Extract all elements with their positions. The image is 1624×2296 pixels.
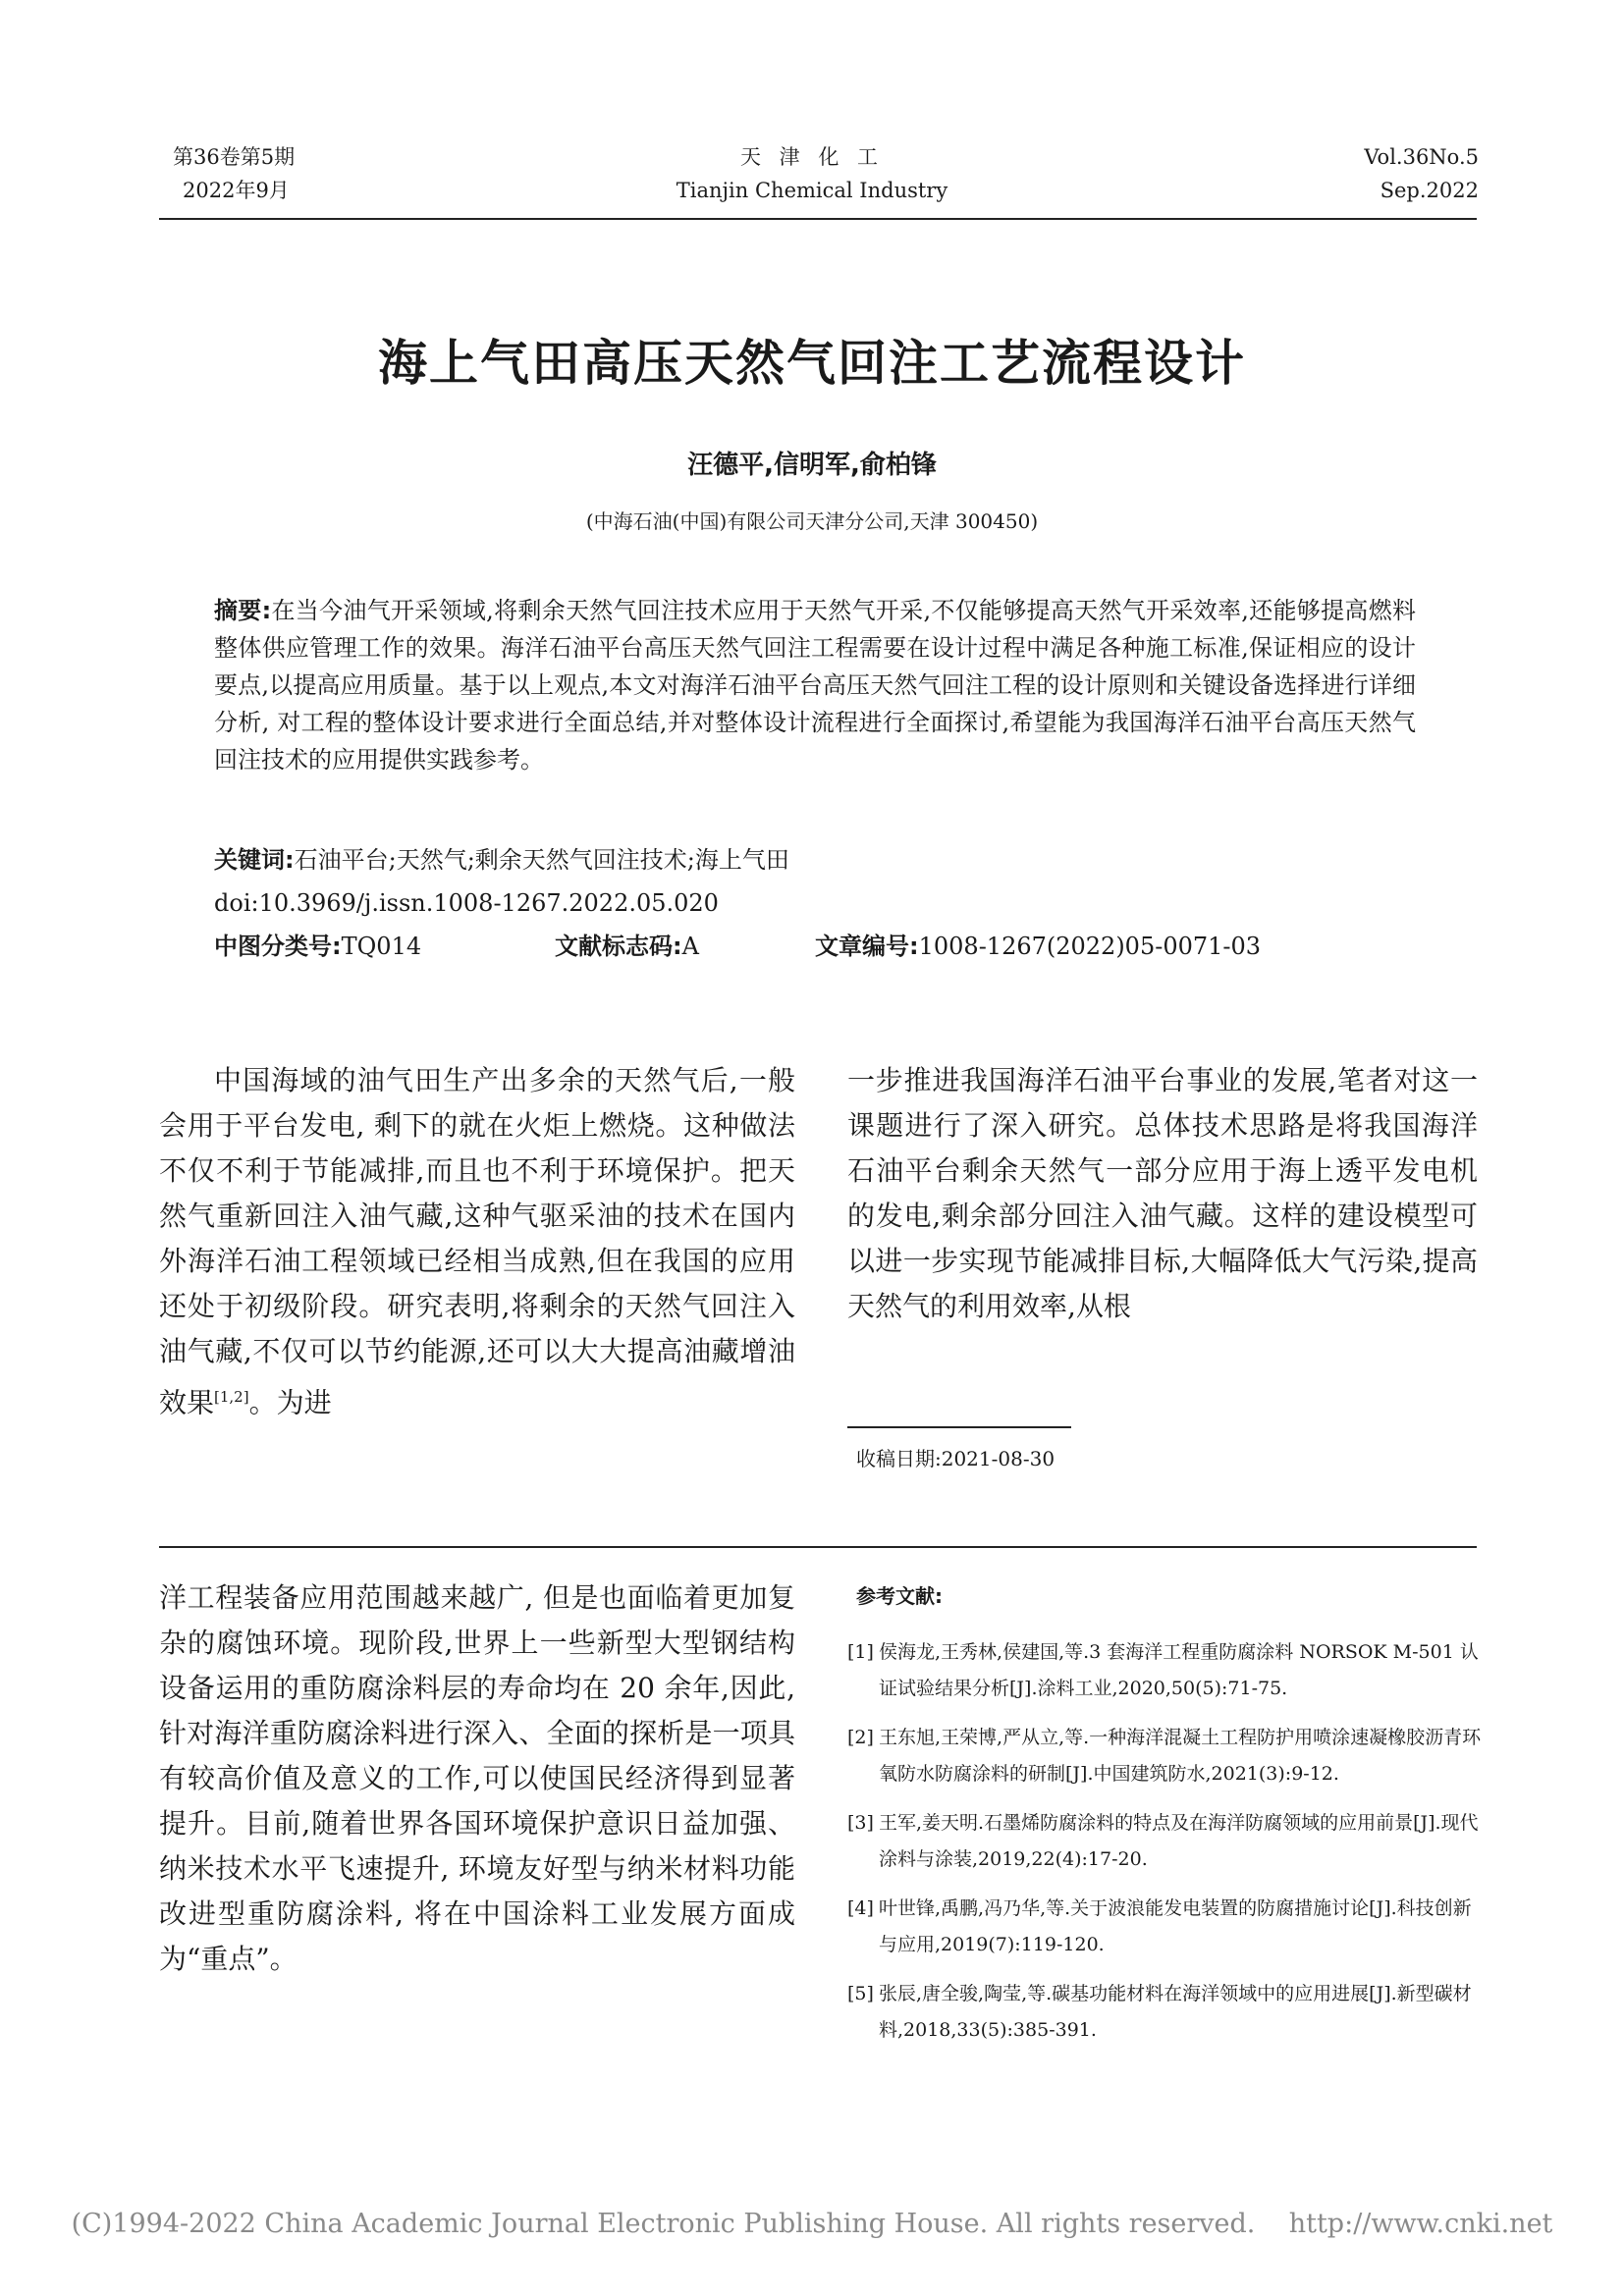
keywords <box>214 842 789 878</box>
page-split-divider <box>159 1546 1477 1548</box>
references-list <box>847 1634 1486 2061</box>
reference-item <box>847 1891 1486 1963</box>
body-left-top-text: 中国海域的油气田生产出多余的天然气后,一般会用于平台发电, 剩下的就在火炬上燃烧。这种做法不仅不利于节能减排,而且也不利于环境保护。把天然气重新回注入油气藏,这种气驱采油的技术在国内外海洋石油工程领域已经相当成熟,但在我国的应用还处于初级阶段。研究表明,将剩余的天然气回注入油气藏,不仅可以节约能源,还可以大大提高油藏增油效果 <box>159 1064 795 1419</box>
article-number <box>815 929 1261 964</box>
copyright-footer: (C)1994-2022 China Academic Journal Electronic Publishing House. All rights reserved. http://www.cnki.net <box>71 2209 1553 2239</box>
authors: 汪德平,信明军,俞柏锋 <box>687 451 937 480</box>
body-left-top-tail: 。为进 <box>248 1386 332 1419</box>
affiliation: (中海石油(中国)有限公司天津分公司,天津 300450) <box>585 509 1039 533</box>
volume-en: Vol.36No.5 <box>1364 145 1479 169</box>
journal-name-cn: 天 津 化 工 <box>739 145 885 169</box>
reference-text: 王东旭,王荣博,严从立,等.一种海洋混凝土工程防护用喷涂速凝橡胶沥青环氧防水防腐涂料的研制[J].中国建筑防水,2021(3):9-12. <box>879 1727 1482 1785</box>
reference-item <box>847 1805 1486 1878</box>
keywords-text: 石油平台;天然气;剩余天然气回注技术;海上气田 <box>294 846 789 874</box>
reference-number: [5] <box>847 1983 874 2004</box>
body-right-top: 一步推进我国海洋石油平台事业的发展,笔者对这一课题进行了深入研究。总体技术思路是将我国海洋石油平台剩余天然气一部分应用于海上透平发电机的发电,剩余部分回注入油气藏。这样的建设模型可以进一步实现节能减排目标,大幅降低大气污染,提高天然气的利用效率,从根 <box>847 1064 1478 1322</box>
volume-issue: 第36卷第5期 <box>173 145 296 169</box>
body-left-top <box>159 1058 795 1425</box>
clc-label: 中图分类号: <box>214 933 342 960</box>
header-right <box>1364 140 1479 207</box>
reference-item <box>847 1976 1486 2049</box>
article-label: 文章编号: <box>815 933 919 960</box>
header-divider <box>159 218 1477 220</box>
body-left-bottom: 洋工程装备应用范围越来越广, 但是也面临着更加复杂的腐蚀环境。现阶段,世界上一些新型大型钢结构设备运用的重防腐涂料层的寿命均在 20 余年,因此,针对海洋重防腐涂料进行深入、全面的探析是一项具有较高价值及意义的工作,可以使国民经济得到显著提升。目前,随着世界各国环境保护意识日益加强、纳米技术水平飞速提升, 环境友好型与纳米材料功能改进型重防腐涂料, 将在中国涂料工业发展方面成为“重点”。 <box>159 1581 795 1975</box>
date-en: Sep.2022 <box>1380 179 1479 202</box>
doc-label: 文献标志码: <box>555 933 682 960</box>
classification-line <box>214 929 421 964</box>
reference-text: 张辰,唐全骏,陶莹,等.碳基功能材料在海洋领域中的应用进展[J].新型碳材料,2018,33(5):385-391. <box>879 1983 1472 2041</box>
reference-text: 王军,姜天明.石墨烯防腐涂料的特点及在海洋防腐领域的应用前景[J].现代涂料与涂装,2019,22(4):17-20. <box>879 1812 1479 1870</box>
doi: doi:10.3969/j.issn.1008-1267.2022.05.020 <box>214 889 719 917</box>
abstract-text: 在当今油气开采领域,将剩余天然气回注技术应用于天然气开采,不仅能够提高天然气开采效率,还能够提高燃料整体供应管理工作的效果。海洋石油平台高压天然气回注工程需要在设计过程中满足各种施工标准,保证相应的设计要点,以提高应用质量。基于以上观点,本文对海洋石油平台高压天然气回注工程的设计原则和关键设备选择进行详细分析, 对工程的整体设计要求进行全面总结,并对整体设计流程进行全面探讨,希望能为我国海洋石油平台高压天然气回注技术的应用提供实践参考。 <box>214 597 1416 774</box>
issue-date: 2022年9月 <box>183 179 290 202</box>
footnote-divider <box>847 1426 1071 1428</box>
keywords-label: 关键词: <box>214 846 295 874</box>
doc-value: A <box>681 933 699 960</box>
reference-item <box>847 1720 1486 1792</box>
received-date: 收稿日期:2021-08-30 <box>856 1447 1056 1470</box>
citation: [1,2] <box>214 1388 249 1406</box>
clc-value: TQ014 <box>341 933 422 960</box>
journal-name-en: Tianjin Chemical Industry <box>676 179 948 202</box>
abstract <box>214 592 1416 778</box>
paper-title: 海上气田高压天然气回注工艺流程设计 <box>378 335 1246 392</box>
references-title: 参考文献: <box>856 1584 943 1608</box>
reference-number: [1] <box>847 1641 874 1663</box>
reference-number: [4] <box>847 1897 874 1919</box>
doc-code <box>555 929 699 964</box>
reference-item <box>847 1634 1486 1707</box>
abstract-label: 摘要: <box>214 597 272 624</box>
reference-number: [3] <box>847 1812 874 1834</box>
reference-number: [2] <box>847 1727 874 1748</box>
article-value: 1008-1267(2022)05-0071-03 <box>918 933 1262 960</box>
reference-text: 侯海龙,王秀林,侯建国,等.3 套海洋工程重防腐涂料 NORSOK M-501 认证试验结果分析[J].涂料工业,2020,50(5):71-75. <box>879 1641 1479 1699</box>
reference-text: 叶世锋,禹鹏,冯乃华,等.关于波浪能发电装置的防腐措施讨论[J].科技创新与应用,2019(7):119-120. <box>879 1897 1472 1955</box>
